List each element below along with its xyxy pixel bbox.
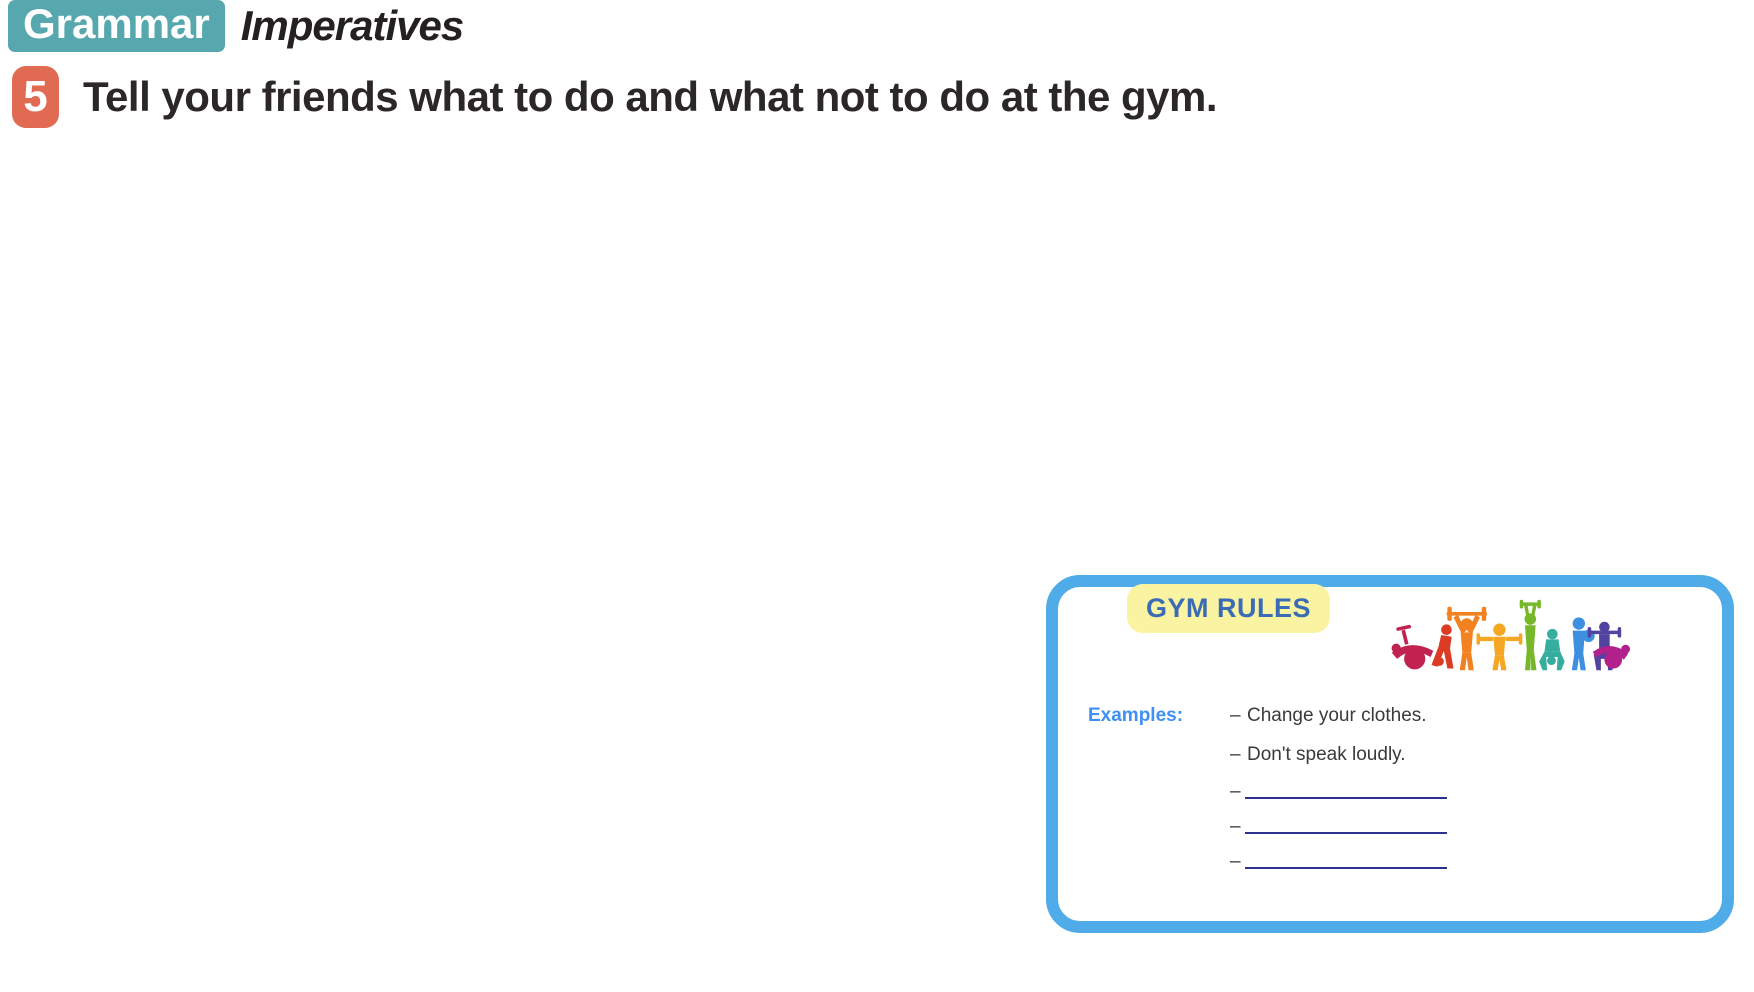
gym-rules-card: [1046, 575, 1734, 933]
example-item: [1230, 703, 1427, 729]
example-text: Change your clothes.: [1247, 705, 1427, 726]
gym-rules-title-badge: [1127, 584, 1330, 633]
answer-line: [1230, 799, 1452, 837]
grammar-header: [8, 0, 463, 52]
gym-people-icon: [1390, 595, 1630, 675]
grammar-label: Grammar: [23, 0, 210, 47]
answer-line-input[interactable]: [1245, 775, 1447, 799]
answer-dash: –: [1230, 781, 1241, 802]
example-dash: –: [1230, 744, 1241, 765]
example-text: Don't speak loudly.: [1247, 744, 1406, 765]
task-instruction: Tell your friends what to do and what not to do at the gym.: [83, 73, 1218, 120]
examples-label: Examples:: [1088, 705, 1184, 726]
answer-dash: –: [1230, 816, 1241, 837]
task-number-badge: [12, 66, 59, 128]
answer-line-input[interactable]: [1245, 845, 1447, 869]
grammar-badge: [8, 0, 225, 52]
answer-lines: [1230, 764, 1452, 872]
task-row: [12, 66, 1217, 128]
answer-dash: –: [1230, 851, 1241, 872]
gym-people-illustration: [1390, 595, 1630, 675]
example-dash: –: [1230, 705, 1241, 726]
answer-line-input[interactable]: [1245, 810, 1447, 834]
gym-rules-title: GYM RULES: [1145, 593, 1311, 623]
task-number: 5: [23, 72, 48, 121]
topic-label: Imperatives: [240, 2, 464, 49]
answer-line: [1230, 764, 1452, 802]
answer-line: [1230, 834, 1452, 872]
